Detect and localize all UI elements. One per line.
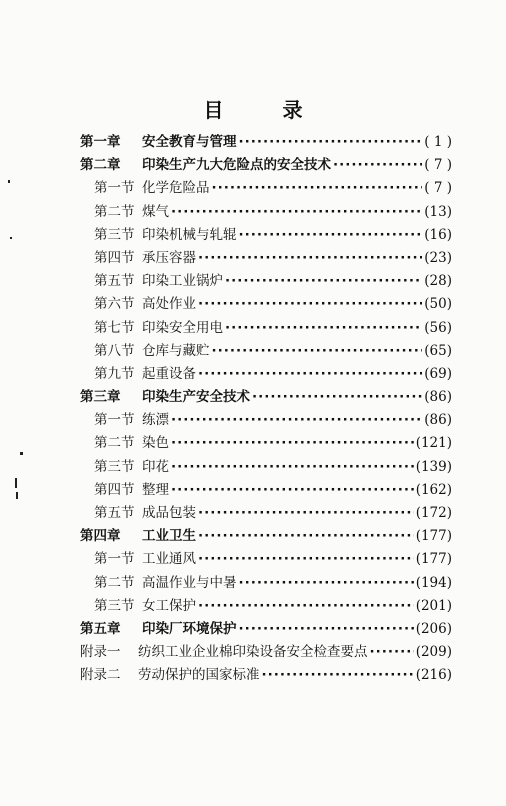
entry-title: 工业卫生 (142, 528, 196, 545)
entry-title: 纺织工业企业棉印染设备安全检查要点 (138, 644, 368, 661)
entry-title: 印染机械与轧辊 (142, 226, 237, 243)
entry-title: 成品包装 (142, 505, 196, 521)
entry-page: (139) (415, 458, 452, 475)
entry-title: 高温作业与中暑 (142, 574, 237, 591)
entry-page: (177) (415, 528, 452, 545)
entry-number: 第五章 (80, 620, 121, 637)
entry-title: 印染厂环境保护 (142, 620, 237, 637)
toc-entry-chapter-3 (80, 386, 452, 409)
toc-entry-appendix-1 (80, 641, 452, 664)
toc-entry-chapter-4 (80, 525, 452, 548)
entry-page: (65) (424, 342, 452, 359)
entry-title: 染色 (142, 435, 169, 452)
entry-page: ( 1 ) (424, 134, 452, 150)
toc-entry-section (80, 432, 452, 455)
entry-page: (177) (415, 551, 452, 568)
dot-leader (171, 409, 422, 432)
entry-page: (216) (415, 667, 452, 684)
entry-title: 印染安全用电 (142, 319, 223, 336)
entry-page: (16) (424, 226, 452, 243)
entry-page: (209) (415, 644, 452, 661)
entry-page: (206) (415, 620, 452, 637)
entry-page: ( 7 ) (424, 180, 452, 197)
entry-number: 第三章 (80, 389, 121, 406)
entry-number: 第一节 (94, 412, 135, 429)
entry-number: 第一节 (94, 551, 135, 568)
entry-page: (86) (424, 412, 452, 429)
dot-leader (370, 641, 414, 664)
entry-number: 附录二 (80, 667, 121, 684)
dot-leader (212, 340, 423, 363)
entry-number: 第六节 (94, 296, 135, 313)
entry-page: (28) (424, 273, 452, 290)
toc-entry-chapter-1 (80, 131, 452, 154)
scan-speck (15, 478, 17, 488)
dot-leader (239, 618, 414, 641)
entry-number: 附录一 (80, 644, 121, 661)
entry-page: (69) (424, 365, 452, 382)
dot-leader (198, 502, 414, 525)
toc-entry-section (80, 595, 452, 618)
entry-title: 女工保护 (142, 597, 196, 614)
entry-number: 第三节 (94, 597, 135, 614)
entry-number: 第五节 (94, 273, 135, 290)
toc-entry-appendix-2 (80, 664, 452, 687)
toc-list (80, 131, 452, 688)
entry-title: 起重设备 (142, 365, 196, 382)
dot-leader (225, 270, 422, 293)
entry-number: 第二节 (94, 574, 135, 591)
scan-speck (16, 492, 18, 499)
entry-number: 第二章 (80, 157, 121, 174)
entry-title: 承压容器 (142, 249, 196, 266)
toc-entry-chapter-2 (80, 154, 452, 177)
toc-entry-chapter-5 (80, 618, 452, 641)
toc-entry-section (80, 456, 452, 479)
entry-title: 劳动保护的国家标准 (138, 667, 260, 684)
entry-number: 第八节 (94, 342, 135, 359)
entry-number: 第一节 (94, 180, 135, 197)
toc-entry-section (80, 293, 452, 316)
entry-title: 练漂 (142, 412, 169, 429)
entry-page: ( 7 ) (424, 157, 452, 174)
entry-title: 印染工业锅炉 (142, 273, 223, 290)
dot-leader (252, 386, 422, 409)
dot-leader (198, 595, 414, 618)
toc-entry-section (80, 548, 452, 571)
dot-leader (171, 479, 414, 502)
dot-leader (212, 177, 423, 200)
dot-leader (198, 548, 414, 571)
dot-leader (198, 247, 422, 270)
toc-entry-section (80, 502, 452, 525)
dot-leader (239, 224, 423, 247)
entry-page: (86) (424, 389, 452, 406)
scan-speck (10, 237, 12, 239)
entry-page: (162) (415, 481, 452, 498)
entry-page: (56) (424, 319, 452, 336)
toc-entry-section (80, 270, 452, 293)
toc-entry-section (80, 340, 452, 363)
entry-title: 工业通风 (142, 551, 196, 568)
entry-title: 安全教育与管理 (142, 134, 237, 150)
entry-page: (50) (424, 296, 452, 313)
toc-entry-section (80, 572, 452, 595)
entry-number: 第四节 (94, 249, 135, 266)
entry-number: 第五节 (94, 505, 135, 521)
page-title: 目 录 (203, 98, 329, 122)
toc-entry-section (80, 479, 452, 502)
dot-leader (198, 293, 422, 316)
entry-title: 印染生产安全技术 (142, 389, 250, 406)
entry-title: 高处作业 (142, 296, 196, 313)
dot-leader (171, 432, 414, 455)
entry-page: (172) (415, 505, 452, 521)
dot-leader (239, 572, 414, 595)
toc-entry-section (80, 201, 452, 224)
entry-page: (201) (415, 597, 452, 614)
toc-entry-section (80, 224, 452, 247)
scan-speck (8, 180, 10, 183)
entry-title: 印花 (142, 458, 169, 475)
dot-leader (171, 456, 414, 479)
entry-number: 第三节 (94, 226, 135, 243)
dot-leader (198, 363, 422, 386)
dot-leader (198, 525, 414, 548)
dot-leader (333, 154, 422, 177)
entry-number: 第九节 (94, 365, 135, 382)
entry-title: 煤气 (142, 203, 169, 220)
dot-leader (225, 317, 422, 340)
entry-number: 第二节 (94, 435, 135, 452)
entry-title: 化学危险品 (142, 180, 210, 197)
entry-page: (121) (415, 435, 452, 452)
toc-entry-section (80, 317, 452, 340)
toc-entry-section (80, 409, 452, 432)
entry-number: 第七节 (94, 319, 135, 336)
toc-entry-section (80, 363, 452, 386)
entry-number: 第一章 (80, 134, 121, 150)
entry-title: 印染生产九大危险点的安全技术 (142, 157, 331, 174)
scan-speck (20, 452, 23, 455)
dot-leader (262, 664, 414, 687)
entry-page: (194) (415, 574, 452, 591)
entry-number: 第二节 (94, 203, 135, 220)
entry-title: 仓库与藏贮 (142, 342, 210, 359)
entry-page: (23) (424, 249, 452, 266)
toc-entry-section (80, 247, 452, 270)
dot-leader (239, 131, 423, 154)
entry-number: 第四章 (80, 528, 121, 545)
entry-title: 整理 (142, 481, 169, 498)
dot-leader (171, 201, 422, 224)
entry-page: (13) (424, 203, 452, 220)
entry-number: 第三节 (94, 458, 135, 475)
entry-number: 第四节 (94, 481, 135, 498)
toc-entry-section (80, 177, 452, 200)
